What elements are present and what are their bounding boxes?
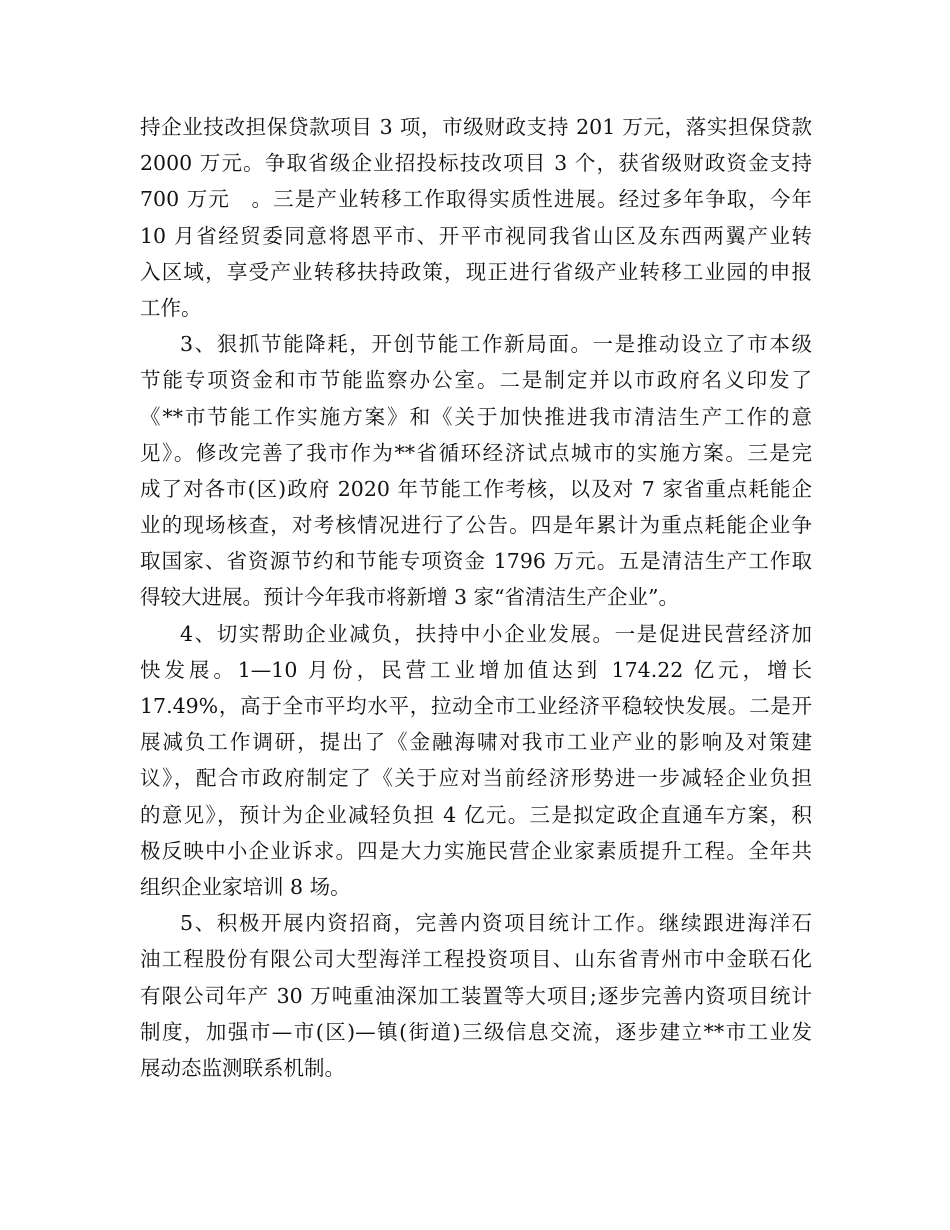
- paragraph-4: [140, 905, 812, 1086]
- text-line: 展减负工作调研，提出了《金融海啸对我市工业产业的影响及对策建: [140, 730, 812, 755]
- text-line: 议》，配合市政府制定了《关于应对当前经济形势进一步减轻企业负担: [140, 766, 812, 791]
- text-line: 持企业技改担保贷款项目 3 项，市级财政支持 201 万元，落实担保贷款: [140, 115, 812, 139]
- text-line: 4、切实帮助企业减负，扶持中小企业发展。一是促进民营经济加: [180, 621, 812, 646]
- text-line: 10 月省经贸委同意将恩平市、开平市视同我省山区及东西两翼产业转: [140, 223, 812, 248]
- text-line: 见》。修改完善了我市作为**省循环经济试点城市的实施方案。三是完: [140, 440, 812, 465]
- paragraph-3: [140, 616, 812, 906]
- text-line: 业的现场核查，对考核情况进行了公告。四是年累计为重点耗能企业争: [140, 513, 812, 538]
- text-line: 制度，加强市—市(区)—镇(街道)三级信息交流，逐步建立**市工业发: [140, 1019, 812, 1044]
- text-line: 的意见》，预计为企业减轻负担 4 亿元。三是拟定政企直通车方案，积: [140, 802, 812, 827]
- text-line: 油工程股份有限公司大型海洋工程投资项目、山东省青州市中金联石化: [140, 947, 812, 972]
- text-line: 展动态监测联系机制。: [140, 1055, 345, 1080]
- text-line: 快发展。1—10 月份，民营工业增加值达到 174.22 亿元，增长: [140, 657, 812, 682]
- paragraph-1: [140, 109, 812, 326]
- text-line: 组织企业家培训 8 场。: [140, 874, 351, 899]
- text-line: 取国家、省资源节约和节能专项资金 1796 万元。五是清洁生产工作取: [140, 549, 812, 574]
- text-line: 3、狠抓节能降耗，开创节能工作新局面。一是推动设立了市本级: [180, 332, 812, 357]
- text-line: 5、积极开展内资招商，完善内资项目统计工作。继续跟进海洋石: [180, 911, 812, 936]
- text-line: 有限公司年产 30 万吨重油深加工装置等大项目;逐步完善内资项目统计: [140, 983, 812, 1008]
- text-line: 入区域，享受产业转移扶持政策，现正进行省级产业转移工业园的申报: [140, 259, 812, 284]
- text-line: 极反映中小企业诉求。四是大力实施民营企业家素质提升工程。全年共: [140, 838, 812, 863]
- text-line: 2000 万元。争取省级企业招投标技改项目 3 个，获省级财政资金支持: [140, 151, 812, 176]
- text-line: 成了对各市(区)政府 2020 年节能工作考核，以及对 7 家省重点耗能企: [140, 476, 812, 501]
- document-page: [140, 109, 812, 1086]
- text-line: 700 万元 。三是产业转移工作取得实质性进展。经过多年争取，今年: [140, 187, 812, 212]
- text-line: 得较大进展。预计今年我市将新增 3 家“省清洁生产企业”。: [140, 585, 680, 610]
- paragraph-2: [140, 326, 812, 616]
- text-line: 工作。: [140, 295, 202, 320]
- text-line: 17.49%，高于全市平均水平，拉动全市工业经济平稳较快发展。二是开: [140, 694, 812, 718]
- text-line: 节能专项资金和市节能监察办公室。二是制定并以市政府名义印发了: [140, 368, 812, 393]
- text-line: 《**市节能工作实施方案》和《关于加快推进我市清洁生产工作的意: [140, 404, 812, 429]
